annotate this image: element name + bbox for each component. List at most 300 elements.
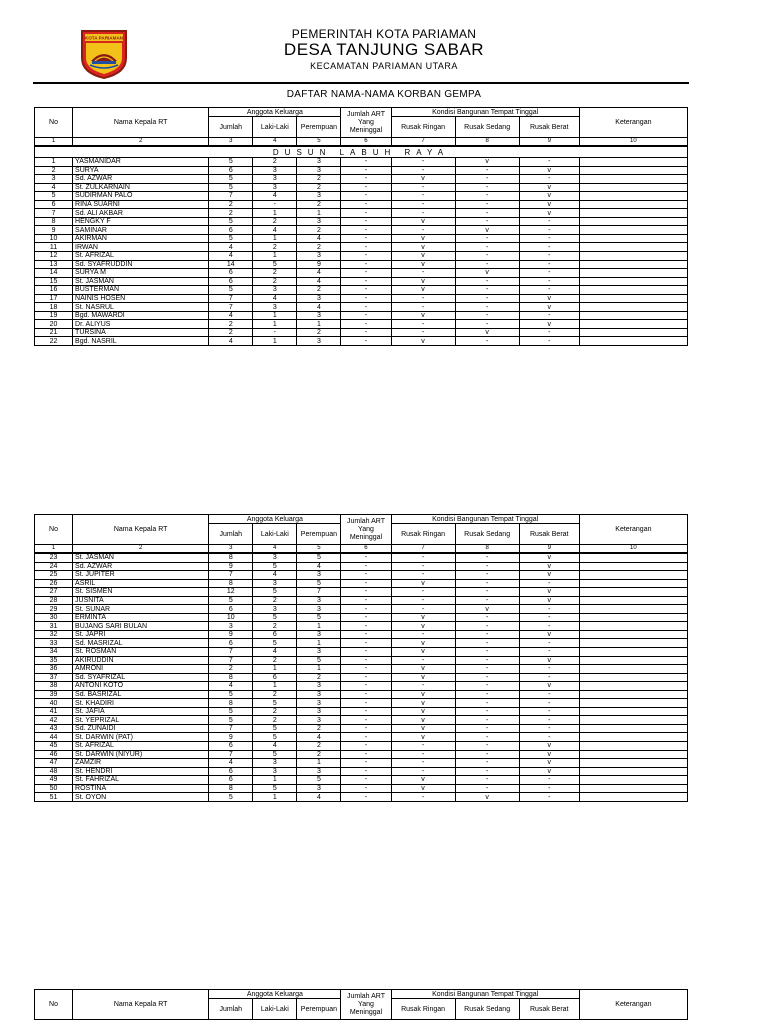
col-no-header: No bbox=[35, 990, 73, 1020]
table-cell: - bbox=[455, 192, 519, 201]
table-cell: 4 bbox=[297, 303, 341, 312]
table-cell: v bbox=[455, 328, 519, 337]
table-cell: v bbox=[519, 596, 579, 605]
table-cell bbox=[579, 200, 687, 209]
table-cell: - bbox=[391, 596, 455, 605]
table-cell: v bbox=[455, 269, 519, 278]
table-cell: HENGKY F bbox=[73, 217, 209, 226]
col-nama-header: Nama Kepala RT bbox=[73, 108, 209, 138]
table-cell: 16 bbox=[35, 286, 73, 295]
table-cell: 4 bbox=[297, 562, 341, 571]
table-cell: 3 bbox=[297, 648, 341, 657]
table-row bbox=[35, 793, 688, 802]
table-cell: - bbox=[391, 192, 455, 201]
table-cell: - bbox=[455, 337, 519, 346]
table-row bbox=[35, 759, 688, 768]
table-cell: v bbox=[391, 699, 455, 708]
table-cell: Sd. MASRIZAL bbox=[73, 639, 209, 648]
table-cell: - bbox=[391, 588, 455, 597]
table-cell: - bbox=[341, 158, 391, 167]
table-cell: - bbox=[519, 277, 579, 286]
table-cell: - bbox=[341, 630, 391, 639]
table-cell: - bbox=[341, 252, 391, 261]
table-cell: v bbox=[391, 286, 455, 295]
table-cell: AKIRMAN bbox=[73, 234, 209, 243]
table-cell: 4 bbox=[253, 226, 297, 235]
table-cell: v bbox=[391, 784, 455, 793]
village-title: DESA TANJUNG SABAR bbox=[283, 40, 485, 59]
table-cell: - bbox=[391, 759, 455, 768]
table-cell: SUDIRMAN PALO bbox=[73, 192, 209, 201]
document-header bbox=[0, 0, 768, 100]
table-row bbox=[35, 192, 688, 201]
table-cell: 46 bbox=[35, 750, 73, 759]
table-cell: 4 bbox=[209, 252, 253, 261]
table-cell: St. JAFIA bbox=[73, 707, 209, 716]
table-cell: - bbox=[519, 328, 579, 337]
table-header bbox=[35, 108, 688, 147]
table-cell: Bgd. NASRIL bbox=[73, 337, 209, 346]
table-cell: - bbox=[341, 724, 391, 733]
table-cell bbox=[579, 183, 687, 192]
table-cell: v bbox=[519, 588, 579, 597]
column-number: 8 bbox=[455, 138, 519, 147]
table-cell: - bbox=[519, 217, 579, 226]
table-cell: - bbox=[519, 665, 579, 674]
table-cell: - bbox=[455, 209, 519, 218]
table-cell: BUJANG SARI BULAN bbox=[73, 622, 209, 631]
table-cell: 1 bbox=[253, 682, 297, 691]
table-cell: - bbox=[341, 656, 391, 665]
table-cell: - bbox=[341, 328, 391, 337]
table-cell: - bbox=[455, 759, 519, 768]
table-cell: - bbox=[455, 665, 519, 674]
table-cell: 26 bbox=[35, 579, 73, 588]
table-row bbox=[35, 665, 688, 674]
table-cell: - bbox=[455, 699, 519, 708]
table-cell: 1 bbox=[253, 793, 297, 802]
table-cell: 1 bbox=[253, 252, 297, 261]
table-cell: v bbox=[519, 192, 579, 201]
table-cell: - bbox=[519, 716, 579, 725]
table-cell: - bbox=[341, 579, 391, 588]
table-cell: 7 bbox=[209, 571, 253, 580]
table-cell: 5 bbox=[35, 192, 73, 201]
table-row bbox=[35, 605, 688, 614]
table-cell bbox=[579, 562, 687, 571]
table-cell: 3 bbox=[297, 337, 341, 346]
table-row bbox=[35, 639, 688, 648]
table-cell: - bbox=[341, 311, 391, 320]
table-cell: 3 bbox=[35, 175, 73, 184]
table-cell: v bbox=[519, 571, 579, 580]
table-cell: v bbox=[455, 793, 519, 802]
table-cell: 5 bbox=[209, 217, 253, 226]
col-jumlah-art-header bbox=[341, 515, 391, 545]
meninggal-label: Yang Meninggal bbox=[349, 118, 383, 134]
table-cell: - bbox=[341, 784, 391, 793]
table-cell: St. JASMAN bbox=[73, 277, 209, 286]
table-cell: v bbox=[391, 724, 455, 733]
table-cell: - bbox=[519, 690, 579, 699]
table-cell: 10 bbox=[209, 613, 253, 622]
table-cell: - bbox=[455, 553, 519, 562]
table-cell: - bbox=[253, 200, 297, 209]
table-cell: St. KHADIRI bbox=[73, 699, 209, 708]
table-cell: 2 bbox=[209, 200, 253, 209]
table-cell bbox=[579, 303, 687, 312]
col-nama-header: Nama Kepala RT bbox=[73, 990, 209, 1020]
table-cell: v bbox=[519, 630, 579, 639]
table-cell: 6 bbox=[209, 277, 253, 286]
table-cell: v bbox=[391, 707, 455, 716]
col-nama-header: Nama Kepala RT bbox=[73, 515, 209, 545]
table-row bbox=[35, 234, 688, 243]
column-number: 2 bbox=[73, 138, 209, 147]
table-cell: 2 bbox=[209, 320, 253, 329]
table-cell: - bbox=[341, 767, 391, 776]
table-cell: 29 bbox=[35, 605, 73, 614]
table-cell: St. OYON bbox=[73, 793, 209, 802]
table-cell: BUSTERMAN bbox=[73, 286, 209, 295]
table-cell: 10 bbox=[35, 234, 73, 243]
table-cell: - bbox=[341, 776, 391, 785]
column-number: 5 bbox=[297, 138, 341, 147]
table-cell: - bbox=[455, 716, 519, 725]
table-cell: - bbox=[455, 742, 519, 751]
table-cell: 19 bbox=[35, 311, 73, 320]
table-cell: 9 bbox=[209, 630, 253, 639]
table-cell: 3 bbox=[253, 183, 297, 192]
table-cell: 1 bbox=[253, 337, 297, 346]
table-cell: 7 bbox=[209, 648, 253, 657]
table-cell: - bbox=[391, 562, 455, 571]
table-row bbox=[35, 200, 688, 209]
table-cell: 1 bbox=[253, 320, 297, 329]
table-cell: - bbox=[455, 690, 519, 699]
table-cell bbox=[579, 724, 687, 733]
table-cell: - bbox=[391, 320, 455, 329]
table-cell: - bbox=[341, 596, 391, 605]
table-row bbox=[35, 776, 688, 785]
table-cell: - bbox=[391, 793, 455, 802]
table-cell: - bbox=[391, 200, 455, 209]
table-cell: - bbox=[455, 767, 519, 776]
table-cell: 5 bbox=[253, 588, 297, 597]
table-cell: - bbox=[519, 707, 579, 716]
table-row bbox=[35, 724, 688, 733]
table-cell: 50 bbox=[35, 784, 73, 793]
table-row bbox=[35, 562, 688, 571]
jumlah-art-label: Jumlah ART bbox=[346, 517, 385, 525]
table-cell: 5 bbox=[297, 613, 341, 622]
table-cell: 8 bbox=[209, 699, 253, 708]
column-number: 6 bbox=[341, 545, 391, 554]
table-cell: - bbox=[341, 648, 391, 657]
table-cell: ERMINTA bbox=[73, 613, 209, 622]
table-cell: 4 bbox=[297, 269, 341, 278]
table-cell: - bbox=[519, 269, 579, 278]
table-cell: 3 bbox=[297, 217, 341, 226]
table-cell: 5 bbox=[209, 793, 253, 802]
table-cell: - bbox=[341, 303, 391, 312]
table-cell: 3 bbox=[297, 311, 341, 320]
jumlah-art-label: Jumlah ART bbox=[346, 110, 385, 118]
table-cell: 5 bbox=[209, 716, 253, 725]
column-number: 4 bbox=[253, 138, 297, 147]
col-laki-header: Laki-Laki bbox=[253, 117, 297, 138]
table-cell: 4 bbox=[297, 234, 341, 243]
table-cell bbox=[579, 716, 687, 725]
table-cell bbox=[579, 699, 687, 708]
table-cell: 35 bbox=[35, 656, 73, 665]
table-cell: 38 bbox=[35, 682, 73, 691]
table-cell: v bbox=[519, 183, 579, 192]
table-cell: 4 bbox=[209, 337, 253, 346]
table-cell: - bbox=[455, 243, 519, 252]
table-cell: - bbox=[455, 707, 519, 716]
table-cell: - bbox=[341, 243, 391, 252]
table-cell: 2 bbox=[253, 622, 297, 631]
table-cell: 7 bbox=[297, 588, 341, 597]
table-cell: - bbox=[391, 553, 455, 562]
table-row bbox=[35, 217, 688, 226]
table-cell: St. FAHRIZAL bbox=[73, 776, 209, 785]
table-cell: 1 bbox=[297, 622, 341, 631]
table-row bbox=[35, 742, 688, 751]
table-cell: YASMANIDAR bbox=[73, 158, 209, 167]
table-cell: - bbox=[519, 243, 579, 252]
table-cell: 9 bbox=[209, 562, 253, 571]
table-cell: v bbox=[519, 200, 579, 209]
table-cell: ANTONI KOTO bbox=[73, 682, 209, 691]
table-cell: 6 bbox=[209, 639, 253, 648]
table-cell: 32 bbox=[35, 630, 73, 639]
table-cell: 3 bbox=[297, 682, 341, 691]
table-cell: St. SUNAR bbox=[73, 605, 209, 614]
table-cell: Sd. AZWAR bbox=[73, 562, 209, 571]
table-cell: 51 bbox=[35, 793, 73, 802]
table-cell: - bbox=[519, 622, 579, 631]
table-cell: v bbox=[391, 579, 455, 588]
table-cell: 12 bbox=[209, 588, 253, 597]
table-row bbox=[35, 175, 688, 184]
table-cell: - bbox=[341, 200, 391, 209]
table-cell: - bbox=[341, 699, 391, 708]
table-cell: 1 bbox=[297, 665, 341, 674]
table-cell: - bbox=[391, 767, 455, 776]
table-cell bbox=[579, 158, 687, 167]
table-cell: 2 bbox=[209, 328, 253, 337]
col-jumlah-header: Jumlah bbox=[209, 117, 253, 138]
table-cell: - bbox=[519, 605, 579, 614]
col-keterangan-header: Keterangan bbox=[579, 515, 687, 545]
table-cell bbox=[579, 243, 687, 252]
table-cell: 5 bbox=[209, 707, 253, 716]
table-cell: - bbox=[341, 320, 391, 329]
table-cell: 5 bbox=[209, 596, 253, 605]
table-cell: v bbox=[519, 303, 579, 312]
table-cell bbox=[579, 742, 687, 751]
table-cell: 2 bbox=[253, 243, 297, 252]
table-cell: 24 bbox=[35, 562, 73, 571]
col-keterangan-header: Keterangan bbox=[579, 108, 687, 138]
table-cell: - bbox=[341, 716, 391, 725]
meninggal-label: Yang Meninggal bbox=[349, 1000, 383, 1016]
table-cell: - bbox=[455, 217, 519, 226]
table-cell: 3 bbox=[297, 767, 341, 776]
table-cell: v bbox=[391, 311, 455, 320]
table-cell: - bbox=[391, 750, 455, 759]
table-cell: 4 bbox=[253, 742, 297, 751]
table-row bbox=[35, 553, 688, 562]
table-cell: - bbox=[391, 630, 455, 639]
table-cell: 15 bbox=[35, 277, 73, 286]
table-row bbox=[35, 328, 688, 337]
table-row bbox=[35, 784, 688, 793]
table-cell: - bbox=[341, 742, 391, 751]
table-cell: 14 bbox=[35, 269, 73, 278]
table-cell bbox=[579, 707, 687, 716]
table-cell: 3 bbox=[253, 166, 297, 175]
table-cell: - bbox=[455, 596, 519, 605]
table-cell: - bbox=[391, 166, 455, 175]
table-cell: 18 bbox=[35, 303, 73, 312]
table-cell: - bbox=[341, 639, 391, 648]
table-row bbox=[35, 588, 688, 597]
table-cell: v bbox=[519, 759, 579, 768]
column-number: 3 bbox=[209, 138, 253, 147]
table-row bbox=[35, 571, 688, 580]
table-cell bbox=[579, 613, 687, 622]
table-cell: 8 bbox=[209, 553, 253, 562]
table-cell bbox=[579, 337, 687, 346]
table-cell: - bbox=[341, 553, 391, 562]
table-cell: v bbox=[519, 553, 579, 562]
column-number: 10 bbox=[579, 545, 687, 554]
table-cell: - bbox=[519, 639, 579, 648]
table-cell bbox=[579, 234, 687, 243]
table-row bbox=[35, 166, 688, 175]
header-divider bbox=[33, 82, 689, 84]
table-cell: 5 bbox=[253, 639, 297, 648]
table-cell: - bbox=[455, 613, 519, 622]
table-cell: 2 bbox=[253, 269, 297, 278]
table-cell: v bbox=[519, 750, 579, 759]
table-cell: v bbox=[391, 776, 455, 785]
table-cell: 4 bbox=[253, 571, 297, 580]
col-rusak-berat-header: Rusak Berat bbox=[519, 117, 579, 138]
table-cell: - bbox=[455, 579, 519, 588]
table-cell: Sd. ZUNAIDI bbox=[73, 724, 209, 733]
table-row bbox=[35, 622, 688, 631]
table-cell: St. HENDRI bbox=[73, 767, 209, 776]
table-cell: v bbox=[391, 277, 455, 286]
table-cell: St. ZULKARNAIN bbox=[73, 183, 209, 192]
table-cell bbox=[579, 648, 687, 657]
col-rusak-sedang-header: Rusak Sedang bbox=[455, 117, 519, 138]
table-cell: 3 bbox=[253, 767, 297, 776]
table-cell bbox=[579, 630, 687, 639]
table-cell: St. ROSMAN bbox=[73, 648, 209, 657]
table-cell: - bbox=[519, 733, 579, 742]
table-cell: - bbox=[455, 750, 519, 759]
table-cell: 8 bbox=[209, 673, 253, 682]
table-cell: - bbox=[455, 183, 519, 192]
table-cell: 4 bbox=[253, 648, 297, 657]
table-cell: 30 bbox=[35, 613, 73, 622]
table-cell: 25 bbox=[35, 571, 73, 580]
column-number: 6 bbox=[341, 138, 391, 147]
table-cell: 5 bbox=[209, 183, 253, 192]
table-cell bbox=[579, 665, 687, 674]
col-jumlah-art-header bbox=[341, 990, 391, 1020]
column-number: 3 bbox=[209, 545, 253, 554]
table-cell: v bbox=[391, 613, 455, 622]
table-cell: 42 bbox=[35, 716, 73, 725]
table-cell: 2 bbox=[297, 750, 341, 759]
table-cell: - bbox=[341, 682, 391, 691]
table-cell bbox=[579, 166, 687, 175]
table-cell bbox=[579, 294, 687, 303]
table-cell: - bbox=[519, 286, 579, 295]
table-row bbox=[35, 673, 688, 682]
table-cell: - bbox=[341, 613, 391, 622]
table-cell: 21 bbox=[35, 328, 73, 337]
table-cell: v bbox=[391, 260, 455, 269]
table-cell: 13 bbox=[35, 260, 73, 269]
table-cell: 2 bbox=[297, 286, 341, 295]
table-cell: 2 bbox=[209, 209, 253, 218]
table-cell: - bbox=[341, 337, 391, 346]
table-cell: 7 bbox=[209, 192, 253, 201]
table-cell: St. JASMAN bbox=[73, 553, 209, 562]
table-cell: v bbox=[391, 337, 455, 346]
table-cell: 4 bbox=[297, 793, 341, 802]
table-cell: 3 bbox=[297, 252, 341, 261]
table-row bbox=[35, 750, 688, 759]
col-perempuan-header: Perempuan bbox=[297, 117, 341, 138]
district-title: KECAMATAN PARIAMAN UTARA bbox=[310, 61, 458, 71]
table-cell: 3 bbox=[253, 286, 297, 295]
table-cell: 12 bbox=[35, 252, 73, 261]
table-cell: 3 bbox=[297, 571, 341, 580]
table-cell: 2 bbox=[253, 596, 297, 605]
table-cell: v bbox=[519, 294, 579, 303]
jumlah-art-label: Jumlah ART bbox=[346, 992, 385, 1000]
table-cell: 3 bbox=[297, 605, 341, 614]
table-cell: 5 bbox=[297, 776, 341, 785]
table-row bbox=[35, 277, 688, 286]
table-cell: 7 bbox=[35, 209, 73, 218]
table-cell: 5 bbox=[209, 690, 253, 699]
table-cell: 3 bbox=[297, 630, 341, 639]
col-kondisi-header: Kondisi Bangunan Tempat Tinggal bbox=[391, 990, 579, 999]
table-cell: - bbox=[341, 209, 391, 218]
table-cell: - bbox=[391, 328, 455, 337]
table-cell: - bbox=[341, 690, 391, 699]
table-cell: 2 bbox=[209, 665, 253, 674]
table-cell: IRWAN bbox=[73, 243, 209, 252]
table-cell: - bbox=[455, 673, 519, 682]
table-cell: 5 bbox=[209, 286, 253, 295]
table-cell: 4 bbox=[209, 243, 253, 252]
table-cell: - bbox=[455, 776, 519, 785]
table-cell: 5 bbox=[253, 260, 297, 269]
table-cell: - bbox=[519, 613, 579, 622]
table-cell: 7 bbox=[209, 294, 253, 303]
table-cell: 28 bbox=[35, 596, 73, 605]
